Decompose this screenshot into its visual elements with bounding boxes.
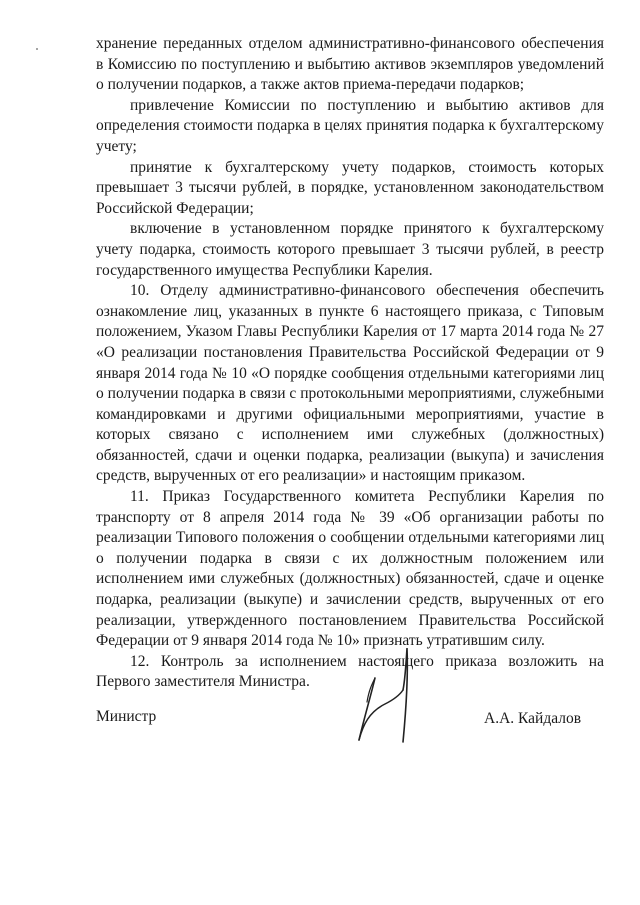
paragraph-accounting: принятие к бухгалтерскому учету подарков, стоимость которых превышает 3 тысячи рублей, в порядке, установленном законодательством Российской Федерации;	[96, 158, 604, 217]
signatory-title: Министр	[96, 708, 157, 725]
paragraph-storage: хранение переданных отделом административно-финансового обеспечения в Комиссию по поступлению и выбытию активов экземпляров уведомлений о получении подарков, а также актов приема-передачи подарков;	[96, 35, 604, 94]
scan-speck	[36, 48, 38, 50]
paragraph-item-10: 10. Отделу административно-финансового обеспечения обеспечить ознакомление лиц, указанных в пункте 6 настоящего приказа, с Типовым положением, Указом Главы Республики Карелия от 17 марта 2014 года № 27 «О реализации постановления Правительства Российской Федерации от 9 января 2014 года № 10 «О порядке сообщения отдельными категориями лиц о получении подарка в связи с протокольными мероприятиями, служебными командировками и другими официальными мероприятиями, участие в которых связано с исполнением ими служебных (должностных) обязанностей, сдачи и оценки подарка, реализации (выкупа) и зачисления средств, вырученных от его реализации» и настоящим приказом.	[96, 282, 604, 485]
paragraph-item-12: 12. Контроль за исполнением настоящего приказа возложить на Первого заместителя Министра.	[96, 652, 604, 691]
paragraph-commission: привлечение Комиссии по поступлению и выбытию активов для определения стоимости подарка в целях принятия подарка к бухгалтерскому учету;	[96, 96, 604, 155]
paragraph-item-11: 11. Приказ Государственного комитета Республики Карелия по транспорту от 8 апреля 2014 года № 39 «Об организации работы по реализации Типового положения о сообщении отдельными категориями лиц о получении подарка в связи с их должностным положением или исполнением ими служебных (должностных) обязанностей, сдаче и оценке подарка, реализации (выкупе) и зачислении средств, вырученных от его реализации, утвержденного постановлением Правительства Российской Федерации от 9 января 2014 года № 10» признать утратившим силу.	[96, 488, 604, 650]
signatory-name: А.А. Кайдалов	[484, 710, 582, 727]
document-body	[96, 34, 604, 693]
paragraph-registry: включение в установленном порядке принятого к бухгалтерскому учету подарка, стоимость которого превышает 3 тысячи рублей, в реестр государственного имущества Республики Карелия.	[96, 220, 604, 279]
